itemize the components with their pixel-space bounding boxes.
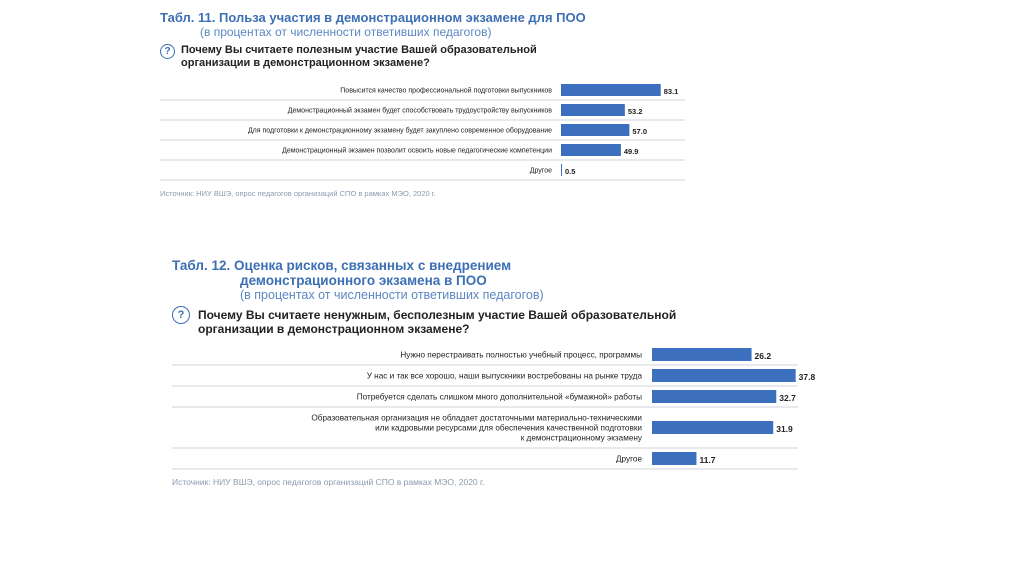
chart-table11 <box>160 80 700 184</box>
bar <box>561 104 625 116</box>
value-label: 26.2 <box>754 351 772 362</box>
table11-question <box>160 44 580 70</box>
bar <box>561 164 562 176</box>
value-label: 57.0 <box>632 127 648 137</box>
bar <box>652 369 796 382</box>
bar <box>652 452 696 465</box>
bar <box>561 144 621 156</box>
bar <box>652 421 773 434</box>
bar <box>561 124 629 136</box>
value-label: 83.1 <box>663 87 679 97</box>
table11-subtitle: (в процентах от численности ответивших педагогов) <box>200 25 492 39</box>
bar <box>652 348 752 361</box>
bar <box>652 390 776 403</box>
table12-question-text: Почему Вы считаете ненужным, бесполезным участие Вашей образовательной организации в демонстрационном экзамене? <box>198 308 677 336</box>
value-label: 32.7 <box>779 393 796 404</box>
category-label: Демонстрационный экзамен будет способствовать трудоустройству выпускников <box>287 107 552 115</box>
table12-question <box>172 306 732 336</box>
value-label: 11.7 <box>699 455 716 466</box>
table12-title-line2: демонстрационного экзамена в ПОО <box>240 273 487 288</box>
table11-header <box>160 10 680 39</box>
table12-header <box>172 258 732 302</box>
value-label: 37.8 <box>798 372 816 383</box>
table12-source: Источник: НИУ ВШЭ, опрос педагогов организаций СПО в рамках МЭО, 2020 г. <box>172 477 485 487</box>
category-label: Другое <box>615 454 642 464</box>
chart-table12 <box>172 344 816 472</box>
category-label: или кадровыми ресурсами для обеспечения качественной подготовки <box>375 423 642 433</box>
category-label: Образовательная организация не обладает достаточными материально-техническими <box>311 413 642 423</box>
category-label: Повысится качество профессиональной подготовки выпускников <box>340 87 552 95</box>
value-label: 49.9 <box>623 147 639 157</box>
bar <box>561 84 661 96</box>
value-label: 0.5 <box>565 167 576 177</box>
question-circle-icon: ? <box>160 44 175 59</box>
category-label: Другое <box>529 167 552 175</box>
question-circle-icon: ? <box>172 306 190 324</box>
category-label: к демонстрационному экзамену <box>520 433 642 443</box>
value-label: 53.2 <box>627 107 643 117</box>
table11-title: Табл. 11. Польза участия в демонстрационном экзамене для ПОО <box>160 10 586 25</box>
category-label: У нас и так все хорошо, наши выпускники востребованы на рынке труда <box>366 371 642 381</box>
category-label: Для подготовки к демонстрационному экзамену будет закуплено современное оборудование <box>247 127 552 135</box>
table12-subtitle: (в процентах от численности ответивших педагогов) <box>240 288 544 302</box>
table11-question-text: Почему Вы считаете полезным участие Вашей образовательной организации в демонстрационном экзамене? <box>181 44 537 69</box>
category-label: Нужно перестраивать полностью учебный процесс, программы <box>400 350 642 360</box>
table11-source: Источник: НИУ ВШЭ, опрос педагогов организаций СПО в рамках МЭО, 2020 г. <box>160 189 436 198</box>
category-label: Потребуется сделать слишком много дополнительной «бумажной» работы <box>356 392 642 402</box>
value-label: 31.9 <box>776 424 793 435</box>
category-label: Демонстрационный экзамен позволит освоить новые педагогические компетенции <box>282 147 552 155</box>
table12-title-line1: Табл. 12. Оценка рисков, связанных с внедрением <box>172 258 512 273</box>
